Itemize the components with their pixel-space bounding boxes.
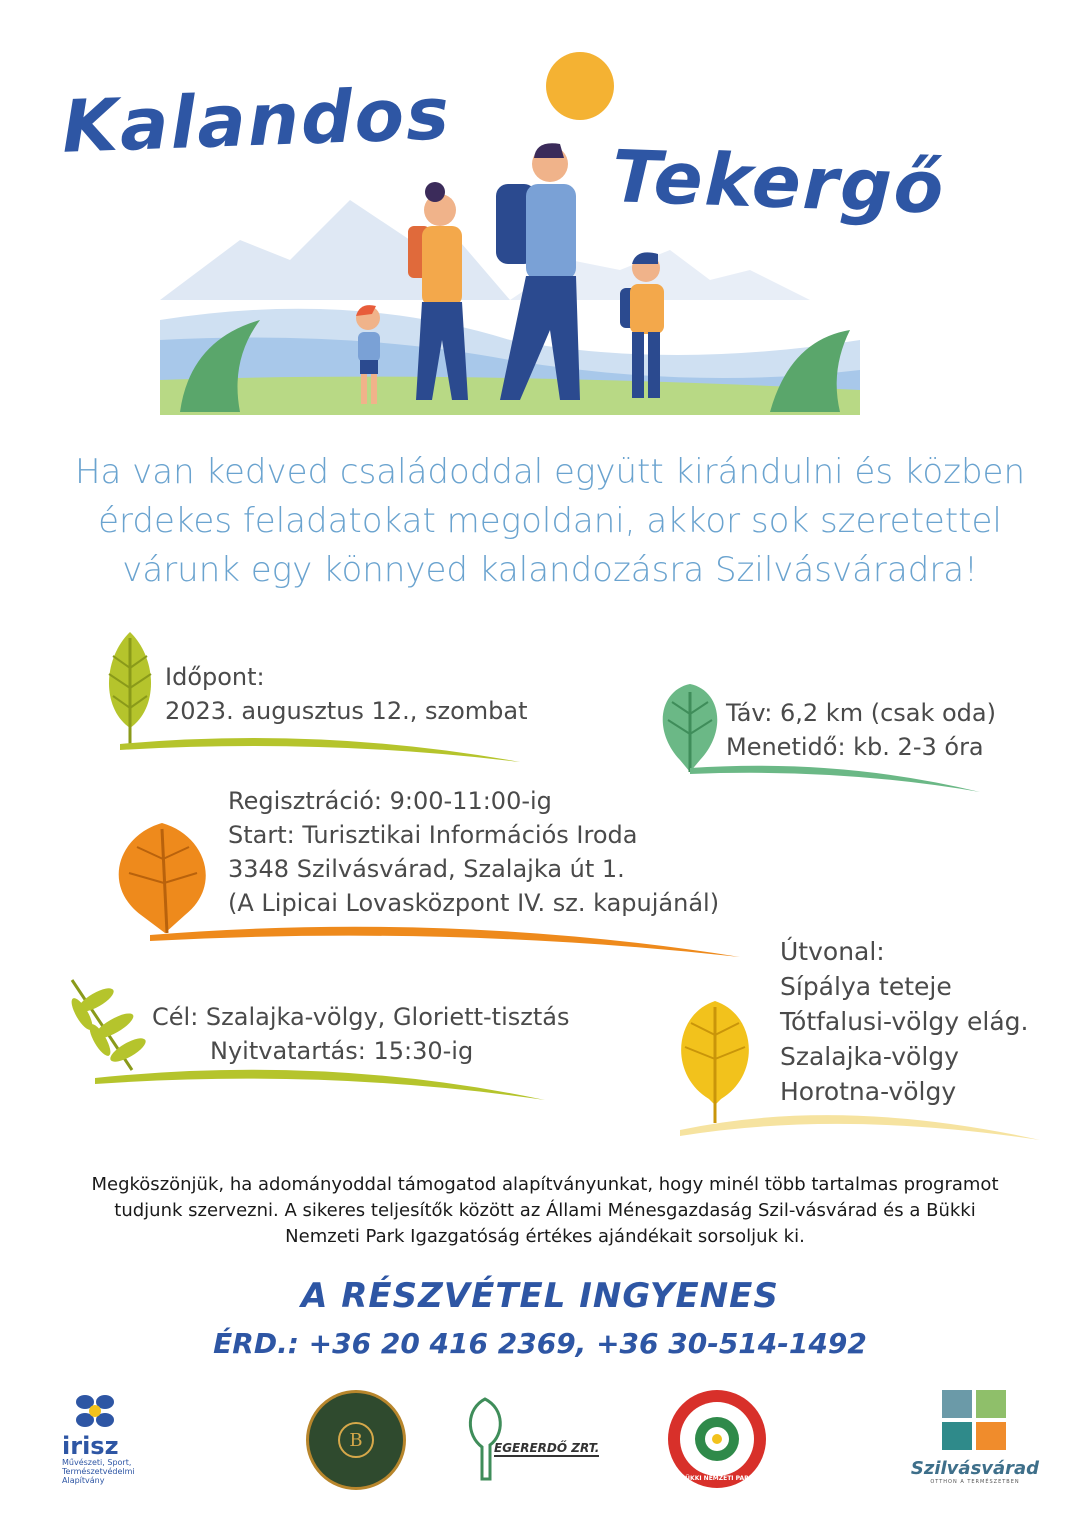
registration-block bbox=[228, 784, 719, 920]
irisz-caption-1: Művészeti, Sport, bbox=[62, 1458, 132, 1467]
donation-note: Megköszönjük, ha adományoddal támogatod alapítványunkat, hogy minél több tartalmas programot tudjunk szervezni. A sikeres teljesítők között az Állami Ménesgazdaság Szil-vásvárad és a Bükki Nemzeti Park Igazgatóság értékes ajándékait sorsoljuk ki. bbox=[91, 1174, 999, 1247]
contact-phones: ÉRD.: +36 20 416 2369, +36 30-514-1492 bbox=[213, 1327, 867, 1360]
green-ground-swoosh bbox=[690, 760, 980, 800]
irisz-logo bbox=[62, 1390, 152, 1485]
distance-block bbox=[726, 696, 996, 764]
irisz-name: irisz bbox=[62, 1432, 119, 1460]
egererdo-name: EGERERDŐ ZRT. bbox=[494, 1441, 600, 1455]
free-participation-heading: A RÉSZVÉTEL INGYENES bbox=[301, 1276, 779, 1316]
bukki-inner bbox=[680, 1402, 754, 1476]
registration-time: Regisztráció: 9:00-11:00-ig bbox=[228, 787, 552, 815]
menes-emblem: B bbox=[338, 1422, 374, 1458]
sun-icon bbox=[546, 52, 614, 120]
route-stop: Horotna-völgy bbox=[780, 1077, 957, 1106]
bukki-nemzeti-park-logo bbox=[668, 1390, 766, 1488]
flower-badge-icon bbox=[691, 1413, 743, 1465]
szilvasvarad-name: Szilvásvárad bbox=[910, 1458, 1040, 1479]
title-kalandos: Kalandos bbox=[60, 71, 453, 169]
route-block bbox=[780, 934, 1028, 1109]
route-stop: Szalajka-völgy bbox=[780, 1042, 959, 1071]
intro-text: Ha van kedved családoddal együtt kirándulni és közben érdekes feladatokat megoldani, akkor sok szeretettel várunk egy könnyed kalandozásra Szilvásváradra! bbox=[74, 452, 1026, 590]
family-hiking-illustration bbox=[150, 40, 870, 420]
goal-block bbox=[152, 1000, 569, 1068]
duration-line: Menetidő: kb. 2-3 óra bbox=[726, 733, 984, 761]
irisz-caption-2: Természetvédelmi bbox=[62, 1467, 135, 1476]
menesgazdasag-logo bbox=[306, 1390, 406, 1490]
start-gate: (A Lipicai Lovasközpont IV. sz. kapujánál) bbox=[228, 889, 720, 917]
lime-ground-swoosh bbox=[120, 730, 520, 770]
orange-ground-swoosh bbox=[150, 915, 740, 965]
tree-icon bbox=[460, 1395, 510, 1481]
szilvasvarad-tagline: OTTHON A TERMÉSZETBEN bbox=[930, 1479, 1020, 1485]
date-value: 2023. augusztus 12., szombat bbox=[165, 697, 528, 725]
date-label: Időpont: bbox=[165, 663, 265, 691]
start-location: Start: Turisztikai Információs Iroda bbox=[228, 821, 638, 849]
irisz-caption-3: Alapítvány bbox=[62, 1476, 105, 1485]
distance-line: Táv: 6,2 km (csak oda) bbox=[726, 699, 996, 727]
bukki-name: BÜKKI NEMZETI PARK bbox=[680, 1475, 754, 1482]
event-date-block bbox=[165, 660, 528, 728]
title-tekergo: Tekergő bbox=[610, 134, 947, 230]
szilvasvarad-logo bbox=[900, 1390, 1050, 1485]
route-stop: Sípálya teteje bbox=[780, 972, 952, 1001]
opening-hours: Nyitvatartás: 15:30-ig bbox=[210, 1037, 474, 1065]
goal-location: Cél: Szalajka-völgy, Gloriett-tisztás bbox=[152, 1003, 570, 1031]
route-label: Útvonal: bbox=[780, 937, 885, 966]
flower-icon bbox=[70, 1390, 120, 1430]
landscape-tiles-icon bbox=[942, 1390, 1008, 1454]
start-address: 3348 Szilvásvárad, Szalajka út 1. bbox=[228, 855, 625, 883]
egererdo-logo bbox=[460, 1395, 620, 1485]
route-stop: Tótfalusi-völgy elág. bbox=[780, 1007, 1029, 1036]
